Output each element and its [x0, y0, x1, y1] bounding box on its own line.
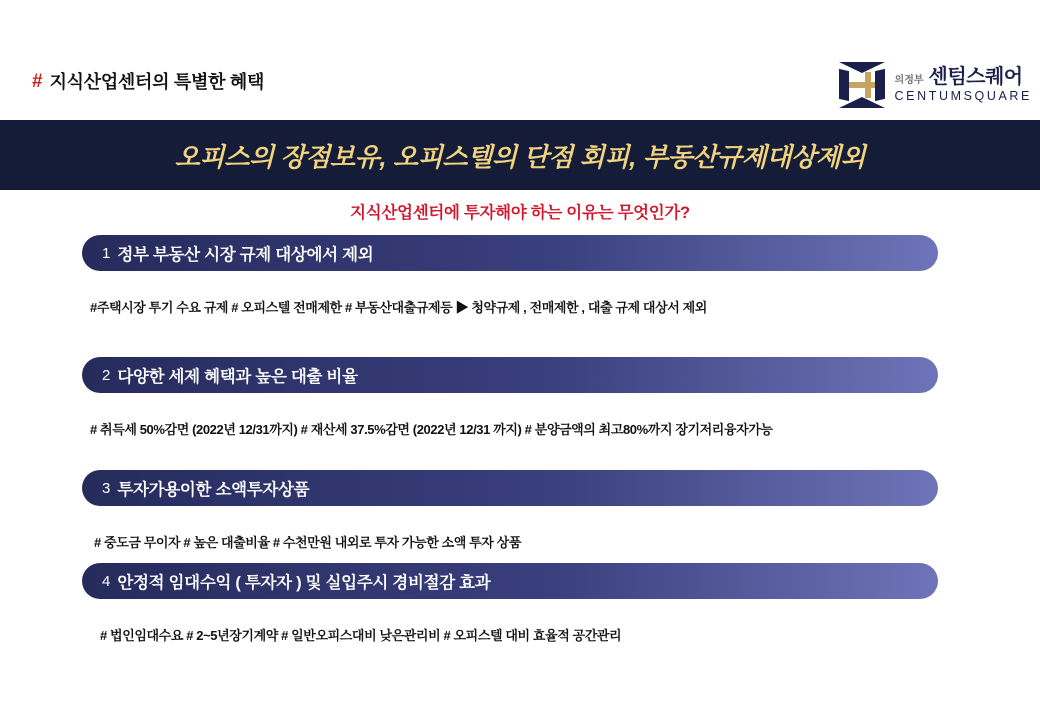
benefit-detail-4: # 법인임대수요 # 2~5년장기계약 # 일반오피스대비 낮은관리비 # 오피스텔 대비 효율적 공간관리 [100, 628, 622, 643]
logo-mark-icon [839, 62, 885, 108]
benefit-number-4: 4 [102, 572, 111, 590]
page-title: 지식산업센터의 특별한 혜택 [49, 72, 265, 92]
logo-latin: CENTUMSQUARE [894, 88, 1032, 103]
benefit-detail-1: #주택시장 투기 수요 규제 # 오피스텔 전매제한 # 부동산대출규제등 ▶ 청약규제 , 전매제한 , 대출 규제 대상서 제외 [90, 300, 707, 315]
brand-logo [839, 62, 1032, 108]
page-header [32, 68, 264, 94]
benefit-section-1 [82, 235, 938, 316]
benefit-number-1: 1 [102, 244, 111, 262]
benefit-bar-2 [82, 357, 938, 393]
benefit-title-3: 투자가용이한 소액투자상품 [117, 481, 310, 499]
logo-prefix: 의정부 [894, 74, 924, 86]
subtitle: 지식산업센터에 투자해야 하는 이유는 무엇인가? [350, 204, 690, 222]
benefit-section-4 [82, 563, 938, 644]
benefit-section-2 [82, 357, 938, 438]
benefit-number-2: 2 [102, 366, 111, 384]
logo-name: 센텀스퀘어 [928, 65, 1023, 88]
benefit-title-2: 다양한 세제 혜택과 높은 대출 비율 [117, 368, 358, 386]
benefit-detail-3: # 중도금 무이자 # 높은 대출비율 # 수천만원 내외로 투자 가능한 소액 투자 상품 [94, 535, 521, 550]
benefit-number-3: 3 [102, 479, 111, 497]
benefit-title-1: 정부 부동산 시장 규제 대상에서 제외 [117, 246, 374, 264]
benefit-detail-2: # 취득세 50%감면 (2022년 12/31까지) # 재산세 37.5%감면 (2022년 12/31 까지) # 분양금액의 최고80%까지 장기저리융자가능 [90, 422, 773, 437]
benefit-bar-3 [82, 470, 938, 506]
hash-icon: # [32, 70, 43, 92]
headline-banner [0, 120, 1040, 190]
headline-banner-text: 오피스의 장점보유, 오피스텔의 단점 회피, 부동산규제대상제외 [174, 141, 866, 172]
benefit-title-4: 안정적 임대수익 ( 투자자 ) 및 실입주시 경비절감 효과 [117, 574, 491, 592]
benefit-bar-1 [82, 235, 938, 271]
logo-text [895, 67, 1032, 103]
benefit-section-3 [82, 470, 938, 551]
benefit-bar-4 [82, 563, 938, 599]
